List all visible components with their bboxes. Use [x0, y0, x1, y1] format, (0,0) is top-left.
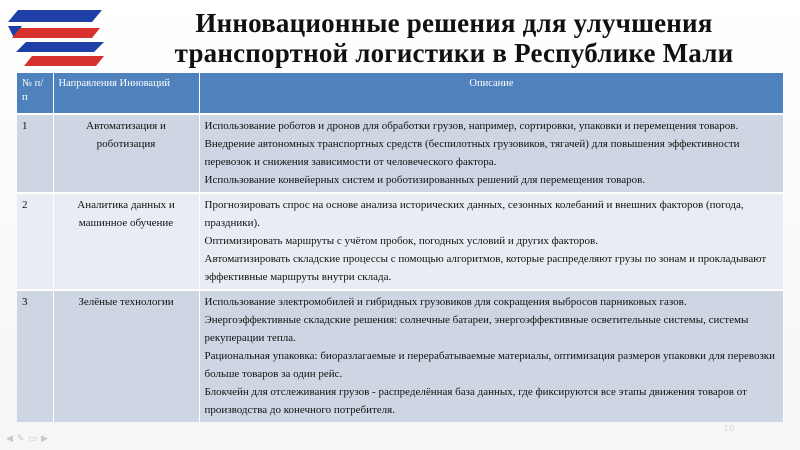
innovations-table	[17, 73, 784, 422]
menu-icon[interactable]: ▭	[28, 434, 37, 444]
header-direction: Направления Инноваций	[53, 73, 199, 114]
row-direction: Зелёные технологии	[53, 290, 199, 422]
company-logo-icon	[4, 4, 108, 70]
next-arrow-icon[interactable]: ▶	[40, 434, 48, 444]
slide-number: 10	[723, 424, 735, 434]
description-line: Использование электромобилей и гибридных грузовиков для сокращения выбросов парниковых газов.	[204, 296, 687, 308]
title-line-2: транспортной логистики в Республике Мали	[174, 38, 734, 68]
prev-arrow-icon[interactable]: ◀	[6, 434, 13, 444]
description-line: Рациональная упаковка: биоразлагаемые и перерабатываемые материалы, оптимизация размеров упаковки для перевозки больше товаров за один рейс.	[204, 350, 776, 380]
description-line: Автоматизировать складские процессы с помощью алгоритмов, которые распределяют грузы по зонам и прокладывают эффективные маршруты внутри склада.	[204, 253, 767, 283]
description-line: Энергоэффективные складские решения: солнечные батареи, энергоэффективные осветительные системы, системы рекуперации тепла.	[204, 314, 749, 344]
table-row	[17, 290, 783, 422]
header-num: № п/п	[17, 73, 53, 114]
description-line: Использование конвейерных систем и роботизированных решений для перемещения товаров.	[204, 174, 646, 186]
description-line: Внедрение автономных транспортных средств (беспилотных грузовиков, тягачей) для повышения эффективности перевозок и снижения зависимости от человеческого фактора.	[204, 138, 740, 168]
header-description: Описание	[199, 73, 783, 114]
table-header-row	[17, 73, 783, 114]
pen-icon[interactable]: ✎	[16, 434, 25, 444]
description-line: Оптимизировать маршруты с учётом пробок, погодных условий и других факторов.	[204, 235, 598, 247]
row-num: 1	[17, 114, 53, 193]
table-row	[17, 114, 783, 193]
table-row	[17, 193, 783, 290]
row-description	[199, 290, 783, 422]
description-line: Использование роботов и дронов для обработки грузов, например, сортировки, упаковки и перемещения товаров.	[204, 120, 739, 132]
title-line-1: Инновационные решения для улучшения	[195, 8, 713, 38]
slide-navigation	[6, 434, 48, 444]
row-description	[199, 193, 783, 290]
description-line: Блокчейн для отслеживания грузов - распределённая база данных, где фиксируются все этапы движения товаров от производства до конечного потребителя.	[204, 386, 747, 416]
row-direction: Аналитика данных и машинное обучение	[53, 193, 199, 290]
row-num: 3	[17, 290, 53, 422]
page-title	[108, 8, 800, 68]
description-line: Прогнозировать спрос на основе анализа исторических данных, сезонных колебаний и внешних факторов (погода, праздники).	[204, 199, 744, 229]
row-num: 2	[17, 193, 53, 290]
row-description	[199, 114, 783, 193]
row-direction: Автоматизация и роботизация	[53, 114, 199, 193]
